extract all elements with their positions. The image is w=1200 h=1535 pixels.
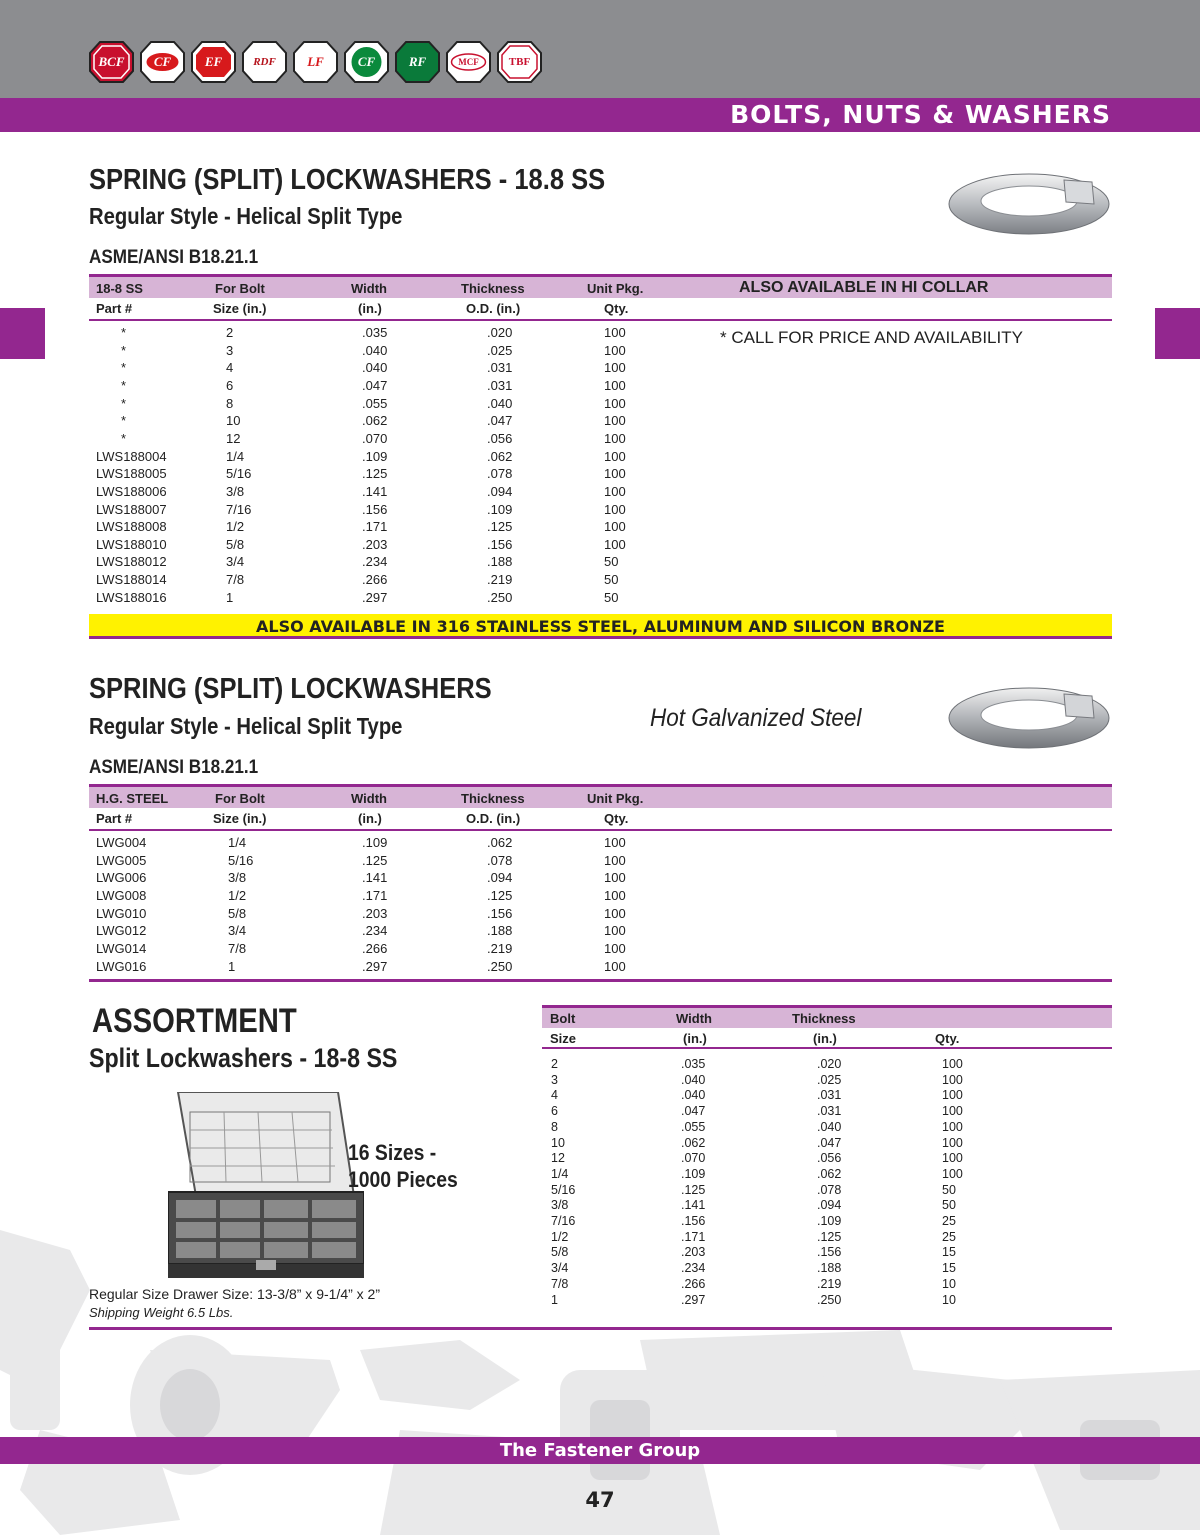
s2-h2-3: O.D. (in.) <box>466 811 521 826</box>
table-row <box>0 1293 1200 1311</box>
table-row <box>0 941 1200 959</box>
table-cell: .031 <box>817 1088 842 1103</box>
table-row <box>0 590 1200 608</box>
table-row <box>0 537 1200 555</box>
table-cell: .025 <box>487 342 513 358</box>
section2-bottom-rule <box>89 979 1112 982</box>
table-cell: .078 <box>487 852 513 868</box>
table-cell: .078 <box>487 466 513 482</box>
table-cell: LWS188010 <box>96 536 167 552</box>
table-cell: 7/8 <box>551 1276 569 1291</box>
table-cell: .125 <box>487 887 513 903</box>
table-cell: 10 <box>551 1135 565 1150</box>
assortment-subtitle: Split Lockwashers - 18-8 SS <box>89 1043 398 1073</box>
table-cell: .062 <box>362 413 388 429</box>
logo-cf-green: CF <box>343 40 390 84</box>
table-cell: .020 <box>817 1057 842 1071</box>
table-cell: .047 <box>362 377 388 393</box>
table-row <box>0 449 1200 467</box>
table-cell: .203 <box>362 905 388 921</box>
table-cell: 3/4 <box>228 923 247 939</box>
table-cell: 4 <box>226 360 234 376</box>
table-cell: .025 <box>817 1072 842 1087</box>
table-cell: 15 <box>942 1261 956 1276</box>
table-cell: .062 <box>817 1166 842 1181</box>
table-cell: 100 <box>604 958 626 974</box>
table-cell: 1 <box>551 1292 558 1307</box>
table-cell: .109 <box>362 835 388 850</box>
table-cell: .234 <box>681 1261 706 1276</box>
table-cell: 3/8 <box>228 870 247 886</box>
table-cell: LWS188004 <box>96 448 167 464</box>
table-cell: 5/16 <box>551 1182 576 1197</box>
table-cell: 100 <box>604 483 626 499</box>
logo-bcf: BCF <box>88 40 135 84</box>
table-cell: LWS188005 <box>96 466 167 482</box>
table-cell: 3/4 <box>551 1261 569 1276</box>
table-cell: .219 <box>817 1276 842 1291</box>
table-cell: 100 <box>942 1166 963 1181</box>
table-cell: 100 <box>604 940 626 956</box>
a-h1-2: Thickness <box>792 1011 856 1026</box>
table-cell: .203 <box>362 536 388 552</box>
table-cell: 15 <box>942 1245 956 1260</box>
table-cell: .040 <box>681 1072 706 1087</box>
table-cell: .125 <box>817 1229 842 1244</box>
table-cell: 5/8 <box>228 905 247 921</box>
table-cell: .234 <box>362 923 388 939</box>
table-cell: 12 <box>551 1151 565 1166</box>
table-cell: .062 <box>487 448 513 464</box>
table-cell: .031 <box>487 377 513 393</box>
table-cell: 100 <box>604 887 626 903</box>
table-cell: .297 <box>362 589 388 605</box>
table-cell: 3/4 <box>226 554 245 570</box>
table-cell: 100 <box>604 870 626 886</box>
table-cell: 6 <box>226 377 234 393</box>
table-cell: .109 <box>681 1166 706 1181</box>
table-cell: .156 <box>362 501 388 517</box>
brand-logos <box>88 40 543 84</box>
s2-h1-1: For Bolt <box>215 791 265 806</box>
table-cell: LWG006 <box>96 870 147 886</box>
table-cell: 100 <box>942 1072 963 1087</box>
material-note: Hot Galvanized Steel <box>650 704 862 732</box>
table-cell: .094 <box>487 483 513 499</box>
table-cell: 5/8 <box>551 1245 569 1260</box>
table-cell: * <box>121 430 127 446</box>
table-row <box>0 484 1200 502</box>
section1-subtitle: Regular Style - Helical Split Type <box>89 203 403 229</box>
washer-image <box>944 168 1114 238</box>
table-cell: 100 <box>942 1151 963 1166</box>
table-cell: 1/2 <box>228 887 247 903</box>
assortment-bottom-rule <box>89 1327 1112 1330</box>
table-cell: LWG004 <box>96 835 147 850</box>
table-cell: LWG016 <box>96 958 147 974</box>
table-cell: .250 <box>487 589 513 605</box>
table-cell: 25 <box>942 1229 956 1244</box>
s2-h1-0: H.G. STEEL <box>96 791 169 806</box>
table-cell: 100 <box>604 360 626 376</box>
table-cell: 100 <box>604 519 626 535</box>
table-cell: .047 <box>817 1135 842 1150</box>
a-h1-0: Bolt <box>550 1011 576 1026</box>
also-available-text: ALSO AVAILABLE IN 316 STAINLESS STEEL, ALUMINUM AND SILICON BRONZE <box>256 617 945 636</box>
table-cell: .219 <box>487 572 513 588</box>
table-cell: 100 <box>604 501 626 517</box>
table-cell: 100 <box>604 342 626 358</box>
s2-h1-4: Unit Pkg. <box>587 791 644 806</box>
table-cell: 50 <box>604 554 619 570</box>
table-cell: LWS188012 <box>96 554 167 570</box>
table-row <box>0 870 1200 888</box>
table-cell: 7/8 <box>226 572 245 588</box>
table-cell: 4 <box>551 1088 558 1103</box>
s2-h2-2: (in.) <box>358 811 382 826</box>
table-cell: .020 <box>487 325 513 340</box>
table-cell: .141 <box>681 1198 706 1213</box>
logo-ef: EF <box>190 40 237 84</box>
s1-h1-1: For Bolt <box>215 281 265 296</box>
table-cell: 100 <box>604 325 626 340</box>
table-cell: .125 <box>362 852 388 868</box>
s1-h2-0: Part # <box>96 301 133 316</box>
table-cell: .078 <box>817 1182 842 1197</box>
table-cell: 7/16 <box>226 501 252 517</box>
assortment-title: ASSORTMENT <box>92 1002 297 1040</box>
table-cell: .125 <box>487 519 513 535</box>
table-row <box>0 572 1200 590</box>
table-cell: 7/8 <box>228 940 247 956</box>
a-h2-2: (in.) <box>813 1031 837 1046</box>
table-row <box>0 853 1200 871</box>
table-cell: .156 <box>487 536 513 552</box>
a-h1-1: Width <box>676 1011 712 1026</box>
table-cell: 100 <box>604 905 626 921</box>
table-cell: .035 <box>681 1057 706 1071</box>
table-row <box>0 360 1200 378</box>
section2-header-rule <box>89 829 1112 831</box>
table-cell: 7/16 <box>551 1214 576 1228</box>
table-cell: 100 <box>604 448 626 464</box>
table-cell: 2 <box>551 1057 558 1071</box>
table-cell: .250 <box>817 1292 842 1307</box>
table-cell: 10 <box>942 1276 956 1291</box>
s1-h2-1: Size (in.) <box>213 301 267 316</box>
section2-title: SPRING (SPLIT) LOCKWASHERS <box>89 673 492 705</box>
logo-lf: LF <box>292 40 339 84</box>
hi-collar-note: ALSO AVAILABLE IN HI COLLAR <box>739 279 989 296</box>
table-cell: LWG014 <box>96 940 147 956</box>
table-cell: .188 <box>487 923 513 939</box>
table-cell: 1/4 <box>228 835 247 850</box>
table-cell: .070 <box>362 430 388 446</box>
table-cell: LWG010 <box>96 905 147 921</box>
table-cell: .056 <box>817 1151 842 1166</box>
table-cell: * <box>121 360 127 376</box>
s1-h2-3: O.D. (in.) <box>466 301 521 316</box>
sizes-line-1: 16 Sizes - <box>348 1140 437 1165</box>
table-cell: .156 <box>681 1214 706 1228</box>
table-cell: .055 <box>362 395 388 411</box>
table-cell: 3 <box>551 1072 558 1087</box>
table-cell: 50 <box>942 1198 956 1213</box>
section1-title: SPRING (SPLIT) LOCKWASHERS - 18.8 SS <box>89 164 606 196</box>
s2-h1-2: Width <box>351 791 387 806</box>
a-h2-3: Qty. <box>935 1031 960 1046</box>
table-cell: .234 <box>362 554 388 570</box>
table-cell: LWS188007 <box>96 501 167 517</box>
table-row <box>0 906 1200 924</box>
table-cell: 100 <box>604 377 626 393</box>
table-cell: .094 <box>817 1198 842 1213</box>
table-cell: LWS188016 <box>96 589 167 605</box>
table-row <box>0 466 1200 484</box>
table-cell: 5/16 <box>228 852 254 868</box>
table-cell: 1/2 <box>226 519 245 535</box>
s1-h1-0: 18-8 SS <box>96 281 143 296</box>
s1-h1-3: Thickness <box>461 281 525 296</box>
table-cell: .109 <box>362 448 388 464</box>
table-cell: 100 <box>942 1119 963 1134</box>
table-row <box>0 502 1200 520</box>
table-cell: .109 <box>817 1214 842 1228</box>
a-h2-1: (in.) <box>683 1031 707 1046</box>
s2-h2-4: Qty. <box>604 811 629 826</box>
table-cell: .040 <box>362 360 388 376</box>
table-cell: 100 <box>604 466 626 482</box>
table-row <box>0 325 1200 343</box>
table-cell: 8 <box>226 395 234 411</box>
sizes-line-2: 1000 Pieces <box>348 1167 458 1192</box>
table-cell: .171 <box>362 887 388 903</box>
table-cell: 12 <box>226 430 241 446</box>
table-cell: 100 <box>604 923 626 939</box>
section2-subtitle: Regular Style - Helical Split Type <box>89 713 403 739</box>
table-cell: .171 <box>681 1229 706 1244</box>
table-cell: 5/8 <box>226 536 245 552</box>
table-cell: .031 <box>817 1104 842 1119</box>
table-row <box>0 519 1200 537</box>
table-cell: LWG012 <box>96 923 147 939</box>
table-row <box>0 554 1200 572</box>
table-cell: 100 <box>942 1057 963 1071</box>
table-cell: .188 <box>487 554 513 570</box>
table-row <box>0 835 1200 853</box>
table-cell: 100 <box>604 835 626 850</box>
table-row <box>0 431 1200 449</box>
table-cell: .297 <box>681 1292 706 1307</box>
table-row <box>0 959 1200 977</box>
section1-header-rule <box>89 319 1112 321</box>
table-cell: .040 <box>487 395 513 411</box>
section-title: BOLTS, NUTS & WASHERS <box>730 100 1111 129</box>
table-cell: 50 <box>604 572 619 588</box>
logo-tbf: TBF <box>496 40 543 84</box>
table-cell: .171 <box>362 519 388 535</box>
table-cell: 1 <box>228 958 236 974</box>
s2-h2-1: Size (in.) <box>213 811 267 826</box>
page-number: 47 <box>585 1488 615 1512</box>
table-cell: .266 <box>681 1276 706 1291</box>
table-cell: 3 <box>226 342 234 358</box>
table-cell: 100 <box>604 852 626 868</box>
table-cell: * <box>121 325 127 340</box>
table-cell: 1/4 <box>226 448 245 464</box>
table-cell: LWS188014 <box>96 572 167 588</box>
table-cell: 1/4 <box>551 1166 569 1181</box>
table-cell: LWG005 <box>96 852 147 868</box>
section1-standard: ASME/ANSI B18.21.1 <box>89 247 259 268</box>
table-cell: * <box>121 395 127 411</box>
table-cell: .297 <box>362 958 388 974</box>
table-cell: 100 <box>604 430 626 446</box>
table-cell: LWS188006 <box>96 483 167 499</box>
table-cell: .062 <box>681 1135 706 1150</box>
table-cell: .125 <box>362 466 388 482</box>
table-cell: * <box>121 377 127 393</box>
s2-h1-3: Thickness <box>461 791 525 806</box>
table-cell: .047 <box>681 1104 706 1119</box>
table-cell: 1/2 <box>551 1229 569 1244</box>
s1-h1-2: Width <box>351 281 387 296</box>
table-cell: .094 <box>487 870 513 886</box>
logo-cf-red: CF <box>139 40 186 84</box>
table-cell: 50 <box>942 1182 956 1197</box>
table-cell: 50 <box>604 589 619 605</box>
table-cell: .040 <box>817 1119 842 1134</box>
washer-image-galvanized <box>944 682 1114 752</box>
table-cell: 25 <box>942 1214 956 1228</box>
table-cell: .188 <box>817 1261 842 1276</box>
table-cell: 3/8 <box>226 483 245 499</box>
table-cell: .156 <box>817 1245 842 1260</box>
shipping-weight: Shipping Weight 6.5 Lbs. <box>89 1305 234 1320</box>
table-cell: .109 <box>487 501 513 517</box>
table-cell: 5/16 <box>226 466 252 482</box>
logo-rf: RF <box>394 40 441 84</box>
section2-standard: ASME/ANSI B18.21.1 <box>89 757 259 778</box>
table-cell: 2 <box>226 325 234 340</box>
table-cell: * <box>121 342 127 358</box>
table-cell: 100 <box>604 395 626 411</box>
table-row <box>0 343 1200 361</box>
table-cell: 10 <box>226 413 241 429</box>
table-cell: .250 <box>487 958 513 974</box>
table-cell: 10 <box>942 1292 956 1307</box>
table-cell: 6 <box>551 1104 558 1119</box>
table-cell: .141 <box>362 870 388 886</box>
table-cell: .040 <box>681 1088 706 1103</box>
table-cell: .055 <box>681 1119 706 1134</box>
table-cell: LWG008 <box>96 887 147 903</box>
table-cell: .035 <box>362 325 388 340</box>
table-cell: .031 <box>487 360 513 376</box>
table-row <box>0 396 1200 414</box>
table-row <box>0 888 1200 906</box>
table-cell: 100 <box>604 413 626 429</box>
table-cell: 100 <box>604 536 626 552</box>
table-cell: 100 <box>942 1104 963 1119</box>
table-cell: .266 <box>362 940 388 956</box>
s1-h1-4: Unit Pkg. <box>587 281 644 296</box>
footer-company: The Fastener Group <box>499 1440 701 1461</box>
s1-h2-4: Qty. <box>604 301 629 316</box>
table-cell: * <box>121 413 127 429</box>
table-cell: .040 <box>362 342 388 358</box>
call-for-price-note: * CALL FOR PRICE AND AVAILABILITY <box>720 328 1023 347</box>
table-cell: .156 <box>487 905 513 921</box>
table-cell: .125 <box>681 1182 706 1197</box>
table-cell: 100 <box>942 1088 963 1103</box>
table-cell: .203 <box>681 1245 706 1260</box>
table-cell: .070 <box>681 1151 706 1166</box>
table-cell: .219 <box>487 940 513 956</box>
table-cell: .141 <box>362 483 388 499</box>
s2-h2-0: Part # <box>96 811 133 826</box>
table-cell: 100 <box>942 1135 963 1150</box>
logo-rdf: RDF <box>241 40 288 84</box>
table-cell: 1 <box>226 589 234 605</box>
table-cell: .056 <box>487 430 513 446</box>
table-row <box>0 923 1200 941</box>
table-cell: 3/8 <box>551 1198 569 1213</box>
table-row <box>0 413 1200 431</box>
drawer-size: Regular Size Drawer Size: 13-3/8” x 9-1/4” x 2” <box>89 1286 380 1302</box>
table-row <box>0 378 1200 396</box>
table-cell: LWS188008 <box>96 519 167 535</box>
table-cell: .266 <box>362 572 388 588</box>
table-cell: .062 <box>487 835 513 850</box>
table-cell: 8 <box>551 1119 558 1134</box>
a-h2-0: Size <box>550 1031 577 1046</box>
table-cell: .047 <box>487 413 513 429</box>
s1-h2-2: (in.) <box>358 301 382 316</box>
logo-mcf: MCF <box>445 40 492 84</box>
